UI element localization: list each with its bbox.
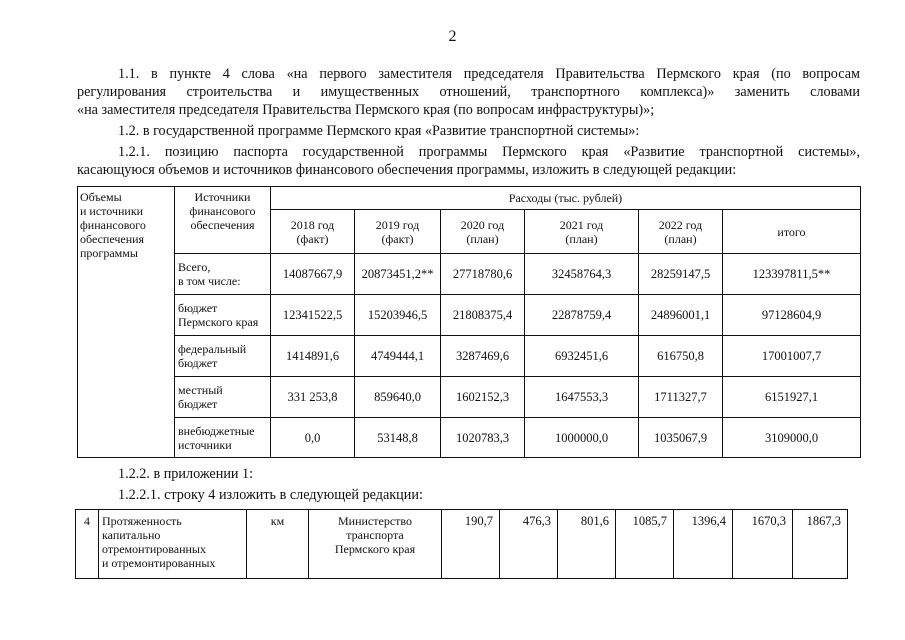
year-header: 2019 год (факт) bbox=[355, 210, 441, 254]
finance-table bbox=[77, 186, 861, 458]
paragraph-1-2-1-line-2: касающуюся объемов и источников финансового обеспечения программы, изложить в следующей редакции: bbox=[77, 162, 737, 178]
value-cell: 1867,3 bbox=[793, 510, 848, 579]
value-cell: 24896001,1 bbox=[639, 295, 723, 336]
paragraph-1-1-line-2: регулирования строительства и имущественных отношений, транспортного комплекса)» заменить словами bbox=[77, 84, 860, 100]
paragraph-1-1-line-3: «на заместителя председателя Правительства Пермского края (по вопросам инфраструктуры)»; bbox=[77, 102, 655, 118]
value-cell: 1602152,3 bbox=[441, 377, 525, 418]
value-cell: 616750,8 bbox=[639, 336, 723, 377]
value-cell: 22878759,4 bbox=[525, 295, 639, 336]
year-header: 2018 год (факт) bbox=[271, 210, 355, 254]
source-label: внебюджетные источники bbox=[175, 418, 271, 458]
value-cell: 6932451,6 bbox=[525, 336, 639, 377]
paragraph-1-2: 1.2. в государственной программе Пермского края «Развитие транспортной системы»: bbox=[118, 123, 640, 139]
source-label: Всего, в том числе: bbox=[175, 254, 271, 295]
source-label: местный бюджет bbox=[175, 377, 271, 418]
value-cell: 1670,3 bbox=[733, 510, 793, 579]
year-header: 2022 год (план) bbox=[639, 210, 723, 254]
value-cell: 21808375,4 bbox=[441, 295, 525, 336]
value-cell: 1035067,9 bbox=[639, 418, 723, 458]
year-header: 2020 год (план) bbox=[441, 210, 525, 254]
sources-header-cell bbox=[175, 187, 271, 254]
value-cell: 3109000,0 bbox=[723, 418, 861, 458]
value-cell: 3287469,6 bbox=[441, 336, 525, 377]
value-cell: 123397811,5** bbox=[723, 254, 861, 295]
value-cell: 32458764,3 bbox=[525, 254, 639, 295]
value-cell: 27718780,6 bbox=[441, 254, 525, 295]
paragraph-1-2-2-1: 1.2.2.1. строку 4 изложить в следующей редакции: bbox=[118, 487, 423, 503]
volumes-label: Объемы и источники финансового обеспечения программы bbox=[80, 190, 146, 260]
year-header: 2021 год (план) bbox=[525, 210, 639, 254]
value-cell: 1020783,3 bbox=[441, 418, 525, 458]
table-row bbox=[78, 418, 861, 458]
table-row bbox=[76, 510, 848, 579]
sources-header: Источники финансового обеспечения bbox=[189, 190, 256, 232]
row-4-table bbox=[75, 509, 848, 579]
table-row bbox=[78, 254, 861, 295]
value-cell: 801,6 bbox=[558, 510, 616, 579]
value-cell: 6151927,1 bbox=[723, 377, 861, 418]
value-cell: 53148,8 bbox=[355, 418, 441, 458]
volumes-label-cell bbox=[78, 187, 175, 458]
expenses-header: Расходы (тыс. рублей) bbox=[508, 191, 623, 205]
value-cell: 12341522,5 bbox=[271, 295, 355, 336]
value-cell: 17001007,7 bbox=[723, 336, 861, 377]
row-number: 4 bbox=[76, 510, 99, 579]
table-row bbox=[78, 336, 861, 377]
value-cell: 1647553,3 bbox=[525, 377, 639, 418]
value-cell: 190,7 bbox=[442, 510, 500, 579]
value-cell: 1085,7 bbox=[616, 510, 674, 579]
value-cell: 20873451,2** bbox=[355, 254, 441, 295]
indicator-name: Протяженность капитально отремонтированных и отремонтированных bbox=[99, 510, 247, 579]
source-label: федеральный бюджет bbox=[175, 336, 271, 377]
unit-cell: км bbox=[247, 510, 309, 579]
value-cell: 14087667,9 bbox=[271, 254, 355, 295]
paragraph-1-2-1-line-1: 1.2.1. позицию паспорта государственной программы Пермского края «Развитие транспортной системы», bbox=[118, 144, 860, 160]
value-cell: 97128604,9 bbox=[723, 295, 861, 336]
value-cell: 15203946,5 bbox=[355, 295, 441, 336]
value-cell: 0,0 bbox=[271, 418, 355, 458]
table-row bbox=[78, 295, 861, 336]
page-number: 2 bbox=[448, 28, 457, 45]
value-cell: 331 253,8 bbox=[271, 377, 355, 418]
paragraph-1-1-line-1: 1.1. в пункте 4 слова «на первого заместителя председателя Правительства Пермского края (по вопросам bbox=[118, 66, 860, 82]
value-cell: 859640,0 bbox=[355, 377, 441, 418]
source-label: бюджет Пермского края bbox=[175, 295, 271, 336]
value-cell: 1414891,6 bbox=[271, 336, 355, 377]
value-cell: 1711327,7 bbox=[639, 377, 723, 418]
year-header: итого bbox=[723, 210, 861, 254]
value-cell: 4749444,1 bbox=[355, 336, 441, 377]
paragraph-1-2-2: 1.2.2. в приложении 1: bbox=[118, 466, 254, 482]
value-cell: 476,3 bbox=[500, 510, 558, 579]
value-cell: 1396,4 bbox=[674, 510, 733, 579]
responsible-cell: Министерство транспорта Пермского края bbox=[309, 510, 442, 579]
expenses-header-cell bbox=[271, 187, 861, 210]
value-cell: 28259147,5 bbox=[639, 254, 723, 295]
value-cell: 1000000,0 bbox=[525, 418, 639, 458]
table-row bbox=[78, 377, 861, 418]
